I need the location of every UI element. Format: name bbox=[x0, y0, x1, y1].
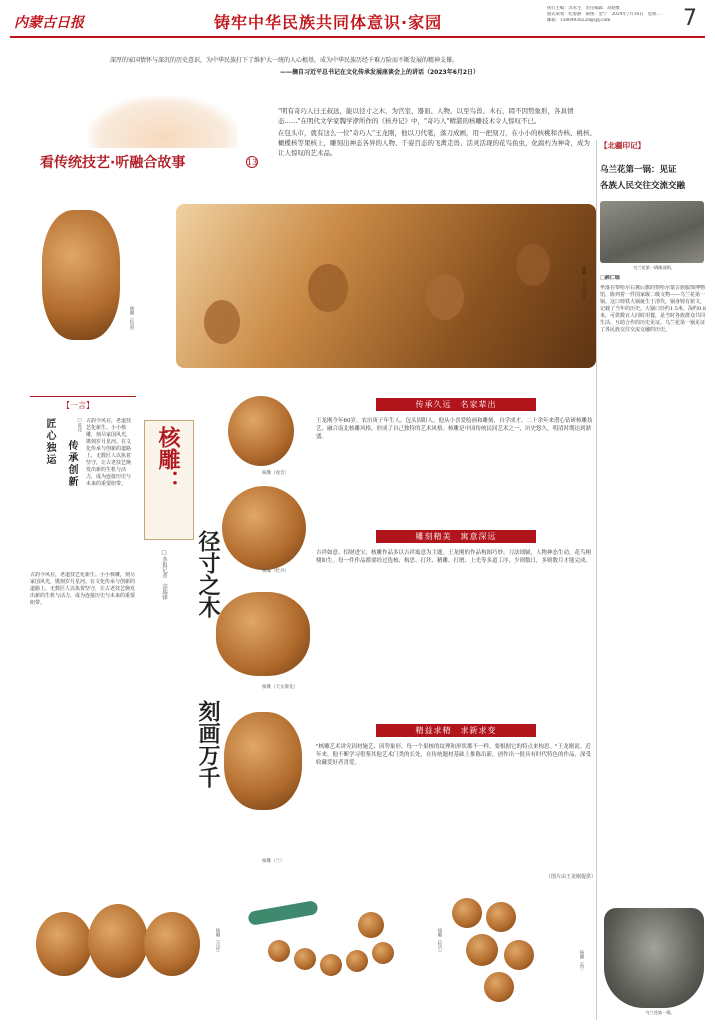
walnut bbox=[144, 912, 200, 976]
masthead-logo: 内蒙古日报 bbox=[14, 15, 84, 31]
masthead-meta bbox=[547, 6, 677, 24]
page-title: 铸牢中华民族共同体意识·家园 bbox=[214, 13, 443, 32]
yiyan-body-more: 古韵今风在，老道技艺化新生。小小核雕，刻尽家国风光，镌刻岁月星河。在文化传承与创新的道路上，无数匠人以执着坚守，让古老技艺焕发出新的生机与活力，成为连接历史与未来的重要纽带。 bbox=[30, 572, 136, 606]
pot-photo-bottom bbox=[604, 908, 704, 1008]
yiyan-title: 匠心独运 bbox=[44, 418, 55, 466]
yiyan-title: 传承创新 bbox=[66, 440, 77, 488]
quote-text: 深厚的家国情怀与深沉的历史意识，为中华民族打下了维护大一统的人心根基，成为中华民族历经千难万险而不断发展的精神支撑。 bbox=[110, 57, 459, 64]
column-banner-title: 看传统技艺·听融合故事 bbox=[40, 155, 186, 171]
photo-arhats bbox=[176, 204, 596, 368]
photo-walnuts bbox=[30, 884, 210, 1006]
arhat-figure bbox=[426, 274, 464, 320]
quote-box bbox=[110, 56, 610, 86]
fish-bead bbox=[452, 898, 482, 928]
article-section bbox=[316, 530, 596, 669]
masthead-rule bbox=[10, 36, 705, 38]
photo-caption: 核雕（兰） bbox=[262, 859, 285, 864]
bead-tassel bbox=[247, 900, 318, 926]
bead bbox=[294, 948, 316, 970]
photo-fish bbox=[444, 890, 574, 1010]
photo-caption: 核雕（吉祥） bbox=[215, 928, 220, 955]
yiyan-body: 古韵今风在，老道技艺化新生。小小核雕，刻尽家国风光，镌刻岁月星河。在文化传承与创新的道路上，无数匠人以执着坚守，让古老技艺焕发出新的生机与活力，成为连接历史与未来的重要纽带。 bbox=[86, 418, 132, 487]
fish-bead bbox=[466, 934, 498, 966]
intro-paragraph: 在包头市，就有这么一位"奇巧人"王龙刚，他以刀代笔，落刀成画，用一把刻刀，在小小的核桃和杏核、桃核、橄榄核等果核上，雕刻出神态各异的人物、千姿百态的飞禽走兽、活灵活现的花鸟鱼虫，化腐朽为神奇，成为让人惊叹的艺术品。 bbox=[278, 129, 596, 157]
fish-bead bbox=[486, 902, 516, 932]
yiyan-column bbox=[30, 396, 136, 916]
photo-beads bbox=[238, 892, 434, 1002]
right-column-divider bbox=[596, 140, 597, 1020]
right-column bbox=[600, 140, 708, 1020]
photo-caption: 核雕（牡丹） bbox=[262, 569, 289, 574]
photo-caption: 核雕（鱼） bbox=[579, 950, 584, 973]
photo-squirrel bbox=[42, 210, 120, 340]
section-body: 吉祥如意、招财进宝，核雕作品多以吉祥寓意为主题。王龙刚的作品构图巧妙、刀法细腻，人物神态生动，花鸟栩栩如生。每一件作品都要经过选核、构思、打坯、精雕、打磨、上光等多道工序，少则数日，多则数月才能完成。 bbox=[316, 550, 592, 564]
meta-line: 版式策划：纪蓉静 制图：金宁 2024年7月16日 星期二 bbox=[547, 12, 661, 17]
headline-main: 核雕： bbox=[155, 426, 180, 492]
yiyan-rule bbox=[30, 396, 136, 397]
masthead bbox=[0, 0, 715, 40]
right-title: 各族人民交往交流交融 bbox=[600, 181, 686, 191]
page-number: 7 bbox=[683, 6, 697, 31]
photo-caption: 核雕（天女散花） bbox=[262, 685, 298, 690]
fish-bead bbox=[484, 972, 514, 1002]
arhat-figure bbox=[308, 264, 348, 312]
walnut bbox=[36, 912, 92, 976]
meta-line: 邮箱：15864938228@qq.com bbox=[547, 18, 611, 23]
column-number: 13 bbox=[247, 158, 258, 167]
photo-peony bbox=[222, 486, 306, 570]
yiyan-author: □陈佳 bbox=[77, 418, 82, 432]
fish-bead bbox=[504, 940, 534, 970]
temple-decoration bbox=[88, 96, 238, 148]
photo-caption: 乌兰花第一锅细部图。 bbox=[633, 265, 675, 270]
bead bbox=[320, 954, 342, 976]
photo-caption: 核雕（松鼠） bbox=[129, 306, 134, 333]
photo-caption: 乌兰花第一锅。 bbox=[645, 1010, 675, 1015]
headline-main: 刻画万千 bbox=[195, 700, 220, 788]
photo-orchid bbox=[224, 712, 302, 810]
photo-credit: （图片由王龙刚提供） bbox=[545, 874, 596, 880]
bead bbox=[346, 950, 368, 972]
bead bbox=[268, 940, 290, 962]
byline: □郝仁瑞 bbox=[600, 275, 620, 281]
bead bbox=[372, 942, 394, 964]
column-banner bbox=[28, 96, 268, 176]
section-label: 【一言】 bbox=[62, 401, 94, 410]
intro-paragraph: "明有奇巧人曰王叔远，能以径寸之木，为宫室、器皿、人物，以至鸟兽、木石，罔不因势象形，各具情态……"在明代文学家魏学洢所作的《核舟记》中，"奇巧人"精湛的核雕技术令人惊叹不已。 bbox=[278, 107, 574, 125]
section-heading: 雕刻精美 寓意深远 bbox=[376, 530, 536, 543]
article-body: 坐落在察哈尔右翼后旗的察哈尔蒙古族服饰博物馆，陈列着一件国家级二级文物——乌兰花第一锅。这口铸铁大锅诞生于清代，锅身铸有铭文，记载了当年的历史。大锅口径约1.5米，深约0.8米，可供数百人同时用餐，是当时各族群众共同生活、互助合作的历史见证。乌兰花第一锅见证了各民族交往交流交融的历史。 bbox=[600, 285, 706, 333]
photo-caption: 核雕（十八罗汉） bbox=[581, 266, 586, 302]
photo-fairy bbox=[216, 592, 310, 676]
pot-photo bbox=[600, 201, 704, 263]
headline-block bbox=[144, 400, 224, 870]
right-title: 乌兰花第一锅：见证 bbox=[600, 165, 677, 175]
headline-main: 径寸之木 bbox=[195, 530, 220, 618]
photo-caption: 核雕（观音） bbox=[262, 471, 289, 476]
arhat-figure bbox=[204, 300, 240, 344]
photo-caption: 核雕（松竹） bbox=[437, 928, 442, 955]
byline: □本报记者 高瑞锋 bbox=[161, 550, 167, 600]
section-label: 【北疆印记】 bbox=[600, 141, 645, 150]
section-heading: 精益求精 求新求变 bbox=[376, 724, 536, 737]
meta-line: 执行主编：苏永生 责任编辑：高晓惟 bbox=[547, 6, 621, 11]
quote-source: ——摘自习近平总书记在文化传承发展座谈会上的讲话（2023年6月2日） bbox=[280, 69, 480, 76]
article-section bbox=[316, 724, 596, 880]
section-body: 王龙刚今年60岁，农历庚子年生人，包头固阳人。他从小喜爱绘画和雕刻，自学成才，二十余年来潜心钻研核雕技艺，融合南北核雕风格，形成了自己独特的艺术风格。核雕是中国传统民间艺术之一，历史悠久，明清时期达到鼎盛。 bbox=[316, 418, 593, 440]
article-section bbox=[316, 398, 596, 537]
intro bbox=[278, 106, 596, 158]
bead bbox=[358, 912, 384, 938]
photo-guanyin bbox=[228, 396, 294, 466]
section-body: "核雕艺术讲究因材施艺、因势象形，每一个果核的纹理和形状都不一样，要根据它的特点来构思。"王龙刚说。近年来，他不断学习借鉴其他艺术门类的长处，在传统题材基础上推陈出新，创作出一批具有时代特色的作品，深受收藏爱好者喜爱。 bbox=[316, 744, 592, 766]
arhat-figure bbox=[516, 244, 550, 286]
section-heading: 传承久远 名家辈出 bbox=[376, 398, 536, 411]
walnut bbox=[88, 904, 148, 978]
